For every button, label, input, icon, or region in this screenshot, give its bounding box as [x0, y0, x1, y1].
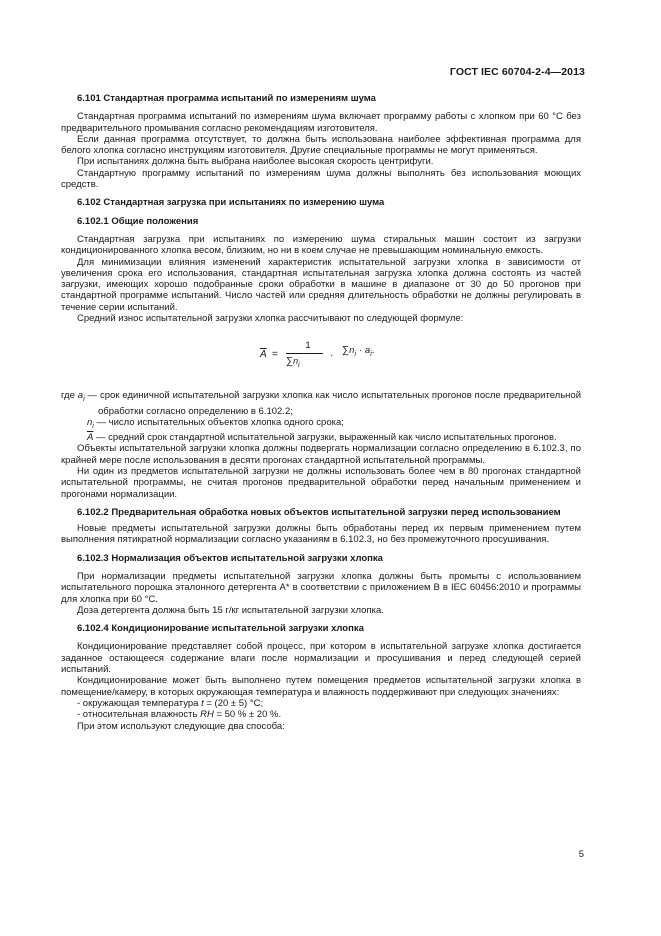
paragraph: Ни один из предметов испытательной загрузки не должны использовать более чем в 80 прогонах стандартной испытательной программы, не считая прогонов предварительной обработки перед начальным применением и прогонами нормализации.	[61, 465, 581, 500]
paragraph: Доза детергента должна быть 15 г/кг испытательной загрузки хлопка.	[77, 604, 384, 616]
paragraph: Средний износ испытательной загрузки хлопка рассчитывают по следующей формуле:	[77, 313, 464, 325]
paragraph: Стандартную программу испытаний по измерениям шума должны выполнять без использования моющих средств.	[61, 167, 581, 191]
paragraph: При этом используют следующие два способа:	[77, 720, 285, 732]
section-heading-6-102-1: 6.102.1 Общие положения	[77, 215, 199, 227]
list-item-temperature: - окружающая температура t = (20 ± 5) °С;	[77, 697, 264, 709]
paragraph: Кондиционирование может быть выполнено путем помещения предметов испытательной загрузки хлопка в помещение/камеру, в которых окружающая температура и влажность поддерживают при следующих значениях:	[61, 675, 581, 698]
paragraph: Если данная программа отсутствует, то должна быть использована наиболее эффективная программа для белого хлопка согласно инструкциям изготовителя. Другие специальные программы не могут применяться.	[61, 133, 581, 157]
paragraph: Стандартная загрузка при испытаниях по измерению шума стиральных машин состоит из загрузки кондиционированного хлопка весом, близким, но ни в коем случае не превышающим номинальную емкость.	[61, 233, 581, 257]
section-heading-6-101: 6.101 Стандартная программа испытаний по измерениям шума	[77, 93, 376, 104]
formula-equals: =	[272, 349, 278, 361]
paragraph: Объекты испытательной загрузки хлопка должны подвергать нормализации согласно определению в 6.102.3, по крайней мере после использования в десяти прогонах стандартной испытательной программы.	[61, 443, 581, 466]
paragraph: Новые предметы испытательной загрузки должны быть обработаны перед их первым применением путем выполнения пятикратной нормализации согласно указаниям в 6.102.3, но без промежуточного просушивания.	[61, 523, 581, 546]
formula-dot: ·	[330, 350, 334, 362]
paragraph: Кондиционирование представляет собой процесс, при котором в испытательной загрузке хлопка достигается заданное остающееся содержание влаги после нормализации и просушивания и перед следующей серией испытаний.	[61, 641, 581, 676]
document-body	[61, 93, 581, 732]
paragraph: Стандартная программа испытаний по измерениям шума включает программу работы с хлопком при 60 °С без предварительного промывания согласно рекомендациям изготовителя.	[61, 111, 581, 134]
page-number: 5	[578, 849, 584, 860]
document-code: ГОСТ IEC 60704-2-4—2013	[449, 66, 585, 78]
where-item-ni: $n_i$ — число испытательных объектов хлопка одного срока;	[87, 416, 344, 430]
average-wear-formula	[61, 328, 581, 384]
paragraph: При испытаниях должна быть выбрана наиболее высокая скорость центрифуги.	[77, 156, 434, 168]
formula-sum: $\sum n_i \cdot a_i$.	[342, 345, 375, 359]
list-item-humidity: - относительная влажность RH = 50 % ± 20 %.	[77, 709, 282, 721]
paragraph: При нормализации предметы испытательной загрузки хлопка должны быть промыты с использованием испытательного порошка эталонного детергента А* в соответствии с приложением В в IEC 60456:2010 и программы для хлопка при 60 °С.	[61, 570, 581, 605]
formula-lhs: $\overline{A}$	[260, 349, 267, 361]
section-heading-6-102-2: 6.102.2 Предварительная обработка новых объектов испытательной загрузки перед использованием	[77, 506, 561, 518]
where-item-a: $\overline{A}$ — средний срок стандартной испытательной загрузки, выраженный как число испытательных прогонов.	[87, 432, 557, 444]
formula-numerator: 1	[305, 340, 311, 352]
section-heading-6-102-3: 6.102.3 Нормализация объектов испытательной загрузки хлопка	[77, 552, 383, 564]
paragraph: Для минимизации влияния изменений характеристик испытательной загрузки хлопка в зависимости от увеличения срока его использования, стандартная испытательная загрузка хлопка должна состоять из частей загрузки, имеющих хорошо подобранные сроки обработки в машине в диапазоне от 30 до 50 прогонов при стандартной программе испытаний. Число частей или средняя длительность обработки не должны регулировать в течение серии испытаний.	[61, 256, 581, 313]
formula-denominator: $\sum n_i$	[286, 356, 300, 370]
where-item-ai: где $a_i$ — срок единичной испытательной загрузки хлопка как число испытательных прогонов после предварительной обработки согласно определению в 6.102.2;	[61, 390, 581, 417]
section-heading-6-102: 6.102 Стандартная загрузка при испытаниях по измерению шума	[77, 197, 385, 209]
section-heading-6-102-4: 6.102.4 Кондиционирование испытательной загрузки хлопка	[77, 623, 364, 635]
fraction-bar	[286, 353, 323, 354]
